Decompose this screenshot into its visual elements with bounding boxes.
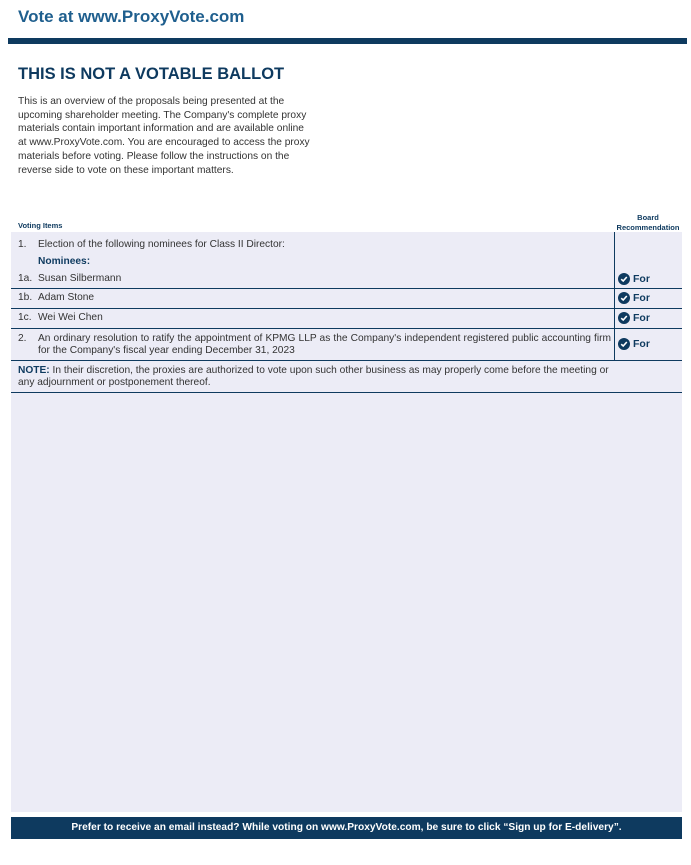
intro-line: at www.ProxyVote.com. You are encouraged to access the proxy xyxy=(18,137,310,149)
nominee-number: 1b. xyxy=(18,292,33,303)
recommendation-label: For xyxy=(633,338,650,350)
recommendation-for xyxy=(618,273,650,285)
recommendation-for xyxy=(618,312,650,324)
recommendation-label: For xyxy=(633,273,650,285)
nominee-number: 1a. xyxy=(18,273,33,284)
intro-line: This is an overview of the proposals being presented at the xyxy=(18,96,285,107)
nominee-number: 1c. xyxy=(18,312,32,323)
note-label: NOTE: xyxy=(18,365,50,376)
row-divider xyxy=(11,360,682,361)
item-text: An ordinary resolution to ratify the appointment of KPMG LLP as the Company's independent registered public accounting firm for the Company's fiscal year ending December 31, 2023 xyxy=(38,333,611,356)
nominee-name: Adam Stone xyxy=(38,292,95,303)
intro-line: materials contain important information and are available online xyxy=(18,123,304,135)
board-header-line: Recommendation xyxy=(616,222,680,232)
check-circle-icon xyxy=(618,292,630,304)
intro-line: reverse side to vote on these important matters. xyxy=(18,164,234,176)
intro-line: materials before voting. Please follow the instructions on the xyxy=(18,150,290,162)
footer-banner: Prefer to receive an email instead? While voting on www.ProxyVote.com, be sure to click “Sign up for E-delivery”. xyxy=(11,817,682,839)
row-divider xyxy=(11,328,682,329)
item-number: 2. xyxy=(18,333,27,344)
check-circle-icon xyxy=(618,273,630,285)
check-circle-icon xyxy=(618,312,630,324)
intro-line: upcoming shareholder meeting. The Company's complete proxy xyxy=(18,109,307,121)
row-divider xyxy=(11,308,682,309)
row-divider xyxy=(11,288,682,289)
item-number: 1. xyxy=(18,239,27,250)
check-circle-icon xyxy=(618,338,630,350)
intro-text xyxy=(18,95,348,177)
ballot-title: THIS IS NOT A VOTABLE BALLOT xyxy=(18,65,285,83)
voting-items-header: Voting Items xyxy=(18,221,63,230)
item-text: Election of the following nominees for Class II Director: xyxy=(38,239,285,250)
recommendation-label: For xyxy=(633,312,650,324)
header-title: Vote at www.ProxyVote.com xyxy=(18,7,245,26)
recommendation-for xyxy=(618,292,650,304)
nominee-name: Susan Silbermann xyxy=(38,273,122,284)
row-divider xyxy=(11,392,682,393)
recommendation-label: For xyxy=(633,292,650,304)
nominee-name: Wei Wei Chen xyxy=(38,312,103,323)
ballot-panel xyxy=(11,232,682,812)
recommendation-divider xyxy=(614,232,615,360)
board-header-line: Board xyxy=(637,213,659,222)
recommendation-for xyxy=(618,338,650,350)
nominees-label: Nominees: xyxy=(38,256,91,267)
note xyxy=(18,365,614,388)
note-text: In their discretion, the proxies are authorized to vote upon such other business as may properly come before the meeting or any adjournment or postponement thereof. xyxy=(18,365,609,388)
header-bar xyxy=(8,38,687,44)
board-recommendation-header xyxy=(613,213,683,232)
